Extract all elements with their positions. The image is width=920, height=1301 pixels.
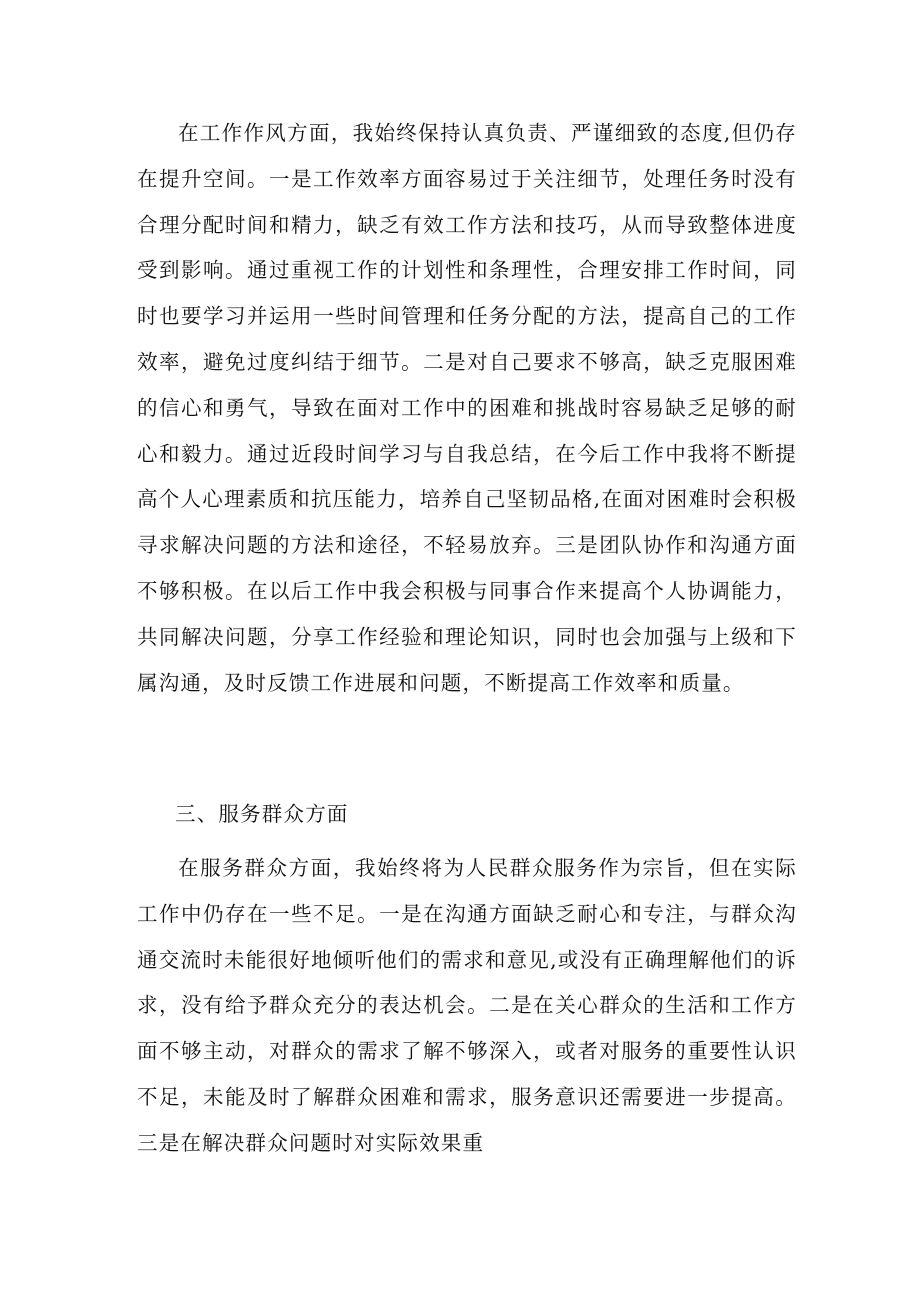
paragraph-text: 在工作作风方面，我始终保持认真负责、严谨细致的态度,但仍存在提升空间。一是工作效率方面容易过于关注细节，处理任务时没有合理分配时间和精力，缺乏有效工作方法和技巧，从而导致整体进度受到影响。通过重视工作的计划性和条理性，合理安排工作时间，同时也要学习并运用一些时间管理和任务分配的方法，提高自己的工作效率，避免过度纠结于细节。二是对自己要求不够高，缺乏克服困难的信心和勇气，导致在面对工作中的困难和挑战时容易缺乏足够的耐心和毅力。通过近段时间学习与自我总结，在今后工作中我将不断提高个人心理素质和抗压能力，培养自己坚韧品格,在面对困难时会积极寻求解决问题的方法和途径，不轻易放弃。三是团队协作和沟通方面不够积极。在以后工作中我会积极与同事合作来提高个人协调能力，共同解决问题，分享工作经验和理论知识，同时也会加强与上级和下属沟通，及时反馈工作进展和问题，不断提高工作效率和质量。: [137, 121, 797, 695]
paragraph-work-style: [137, 111, 797, 706]
paragraph-serve-masses: [137, 846, 797, 1167]
section-heading-serve-masses: 三、服务群众方面: [175, 802, 349, 826]
paragraph-text: 在服务群众方面，我始终将为人民群众服务作为宗旨，但在实际工作中仍存在一些不足。一是在沟通方面缺乏耐心和专注，与群众沟通交流时未能很好地倾听他们的需求和意见,或没有正确理解他们的诉求，没有给予群众充分的表达机会。二是在关心群众的生活和工作方面不够主动，对群众的需求了解不够深入，或者对服务的重要性认识不足，未能及时了解群众困难和需求，服务意识还需要进一步提高。三是在解决群众问题时对实际效果重: [137, 856, 797, 1155]
